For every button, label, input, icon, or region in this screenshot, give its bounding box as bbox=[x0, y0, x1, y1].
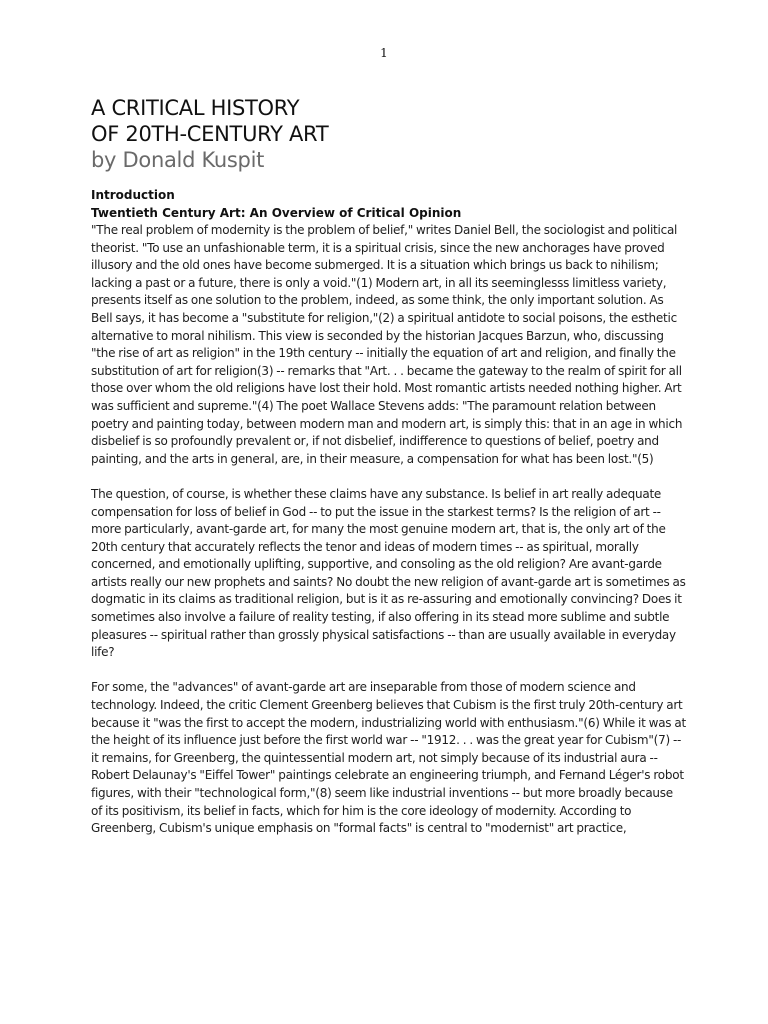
document-body bbox=[91, 95, 687, 855]
title-line-1: A CRITICAL HISTORY bbox=[91, 96, 300, 120]
title-line-2: OF 20TH-CENTURY ART bbox=[91, 122, 329, 146]
paragraph-1: "The real problem of modernity is the problem of belief," writes Daniel Bell, the sociologist and political theorist. "To use an unfashionable term, it is a spiritual crisis, since the new anchorages have proved illusory and the old ones have become submerged. It is a situation which brings us back to nihilism; lacking a past or a future, there is only a void."(1) Modern art, in all its seeminglesss limitless variety, presents itself as one solution to the problem, indeed, as some think, the only important solution. As Bell says, it has become a "substitute for religion,"(2) a spiritual antidote to social poisons, the esthetic alternative to moral nihilism. This view is seconded by the historian Jacques Barzun, who, discussing "the rise of art as religion" in the 19th century -- initially the equation of art and religion, and finally the substitution of art for religion(3) -- remarks that "Art. . . became the gateway to the realm of spirit for all those over whom the old religions have lost their hold. Most romantic artists needed nothing higher. Art was sufficient and supreme."(4) The poet Wallace Stevens adds: "The paramount relation between poetry and painting today, between modern man and modern art, is simply this: that in an age in which disbelief is so profoundly prevalent or, if not disbelief, indifference to questions of belief, poetry and painting, and the arts in general, are, in their measure, a compensation for what has been lost."(5) bbox=[91, 223, 683, 466]
subsection-heading: Twentieth Century Art: An Overview of Critical Opinion bbox=[91, 206, 462, 220]
paragraph-2: The question, of course, is whether these claims have any substance. Is belief in art really adequate compensation for loss of belief in God -- to put the issue in the starkest terms? Is the religion of art -- more particularly, avant-garde art, for many the most genuine modern art, that is, the only art of the 20th century that accurately reflects the tenor and ideas of modern times -- as spiritual, morally concerned, and emotionally uplifting, supportive, and consoling as the old religion? Are avant-garde artists really our new prophets and saints? No doubt the new religion of avant-garde art is sometimes as dogmatic in its claims as traditional religion, but is it as re-assuring and emotionally convincing? Does it sometimes also involve a failure of reality testing, if also offering in its stead more sublime and subtle pleasures -- spiritual rather than grossly physical satisfactions -- than are usually available in everyday life? bbox=[91, 486, 686, 660]
page-number: 1 bbox=[380, 46, 388, 60]
section-heading: Introduction bbox=[91, 188, 175, 202]
paragraph-3: For some, the "advances" of avant-garde art are inseparable from those of modern science and technology. Indeed, the critic Clement Greenberg believes that Cubism is the first truly 20th-century art because it "was the first to accept the modern, industrializing world with enthusiasm."(6) While it was at the height of its influence just before the first world war -- "1912. . . was the great year for Cubism"(7) -- it remains, for Greenberg, the quintessential modern art, not simply because of its industrial aura -- Robert Delaunay's "Eiffel Tower" paintings celebrate an engineering triumph, and Fernand Léger's robot figures, with their "technological form,"(8) seem like industrial inventions -- but more broadly because of its positivism, its belief in facts, which for him is the core ideology of modernity. According to Greenberg, Cubism's unique emphasis on "formal facts" is central to "modernist" art practice, bbox=[91, 680, 686, 836]
author-byline: by Donald Kuspit bbox=[91, 148, 265, 172]
